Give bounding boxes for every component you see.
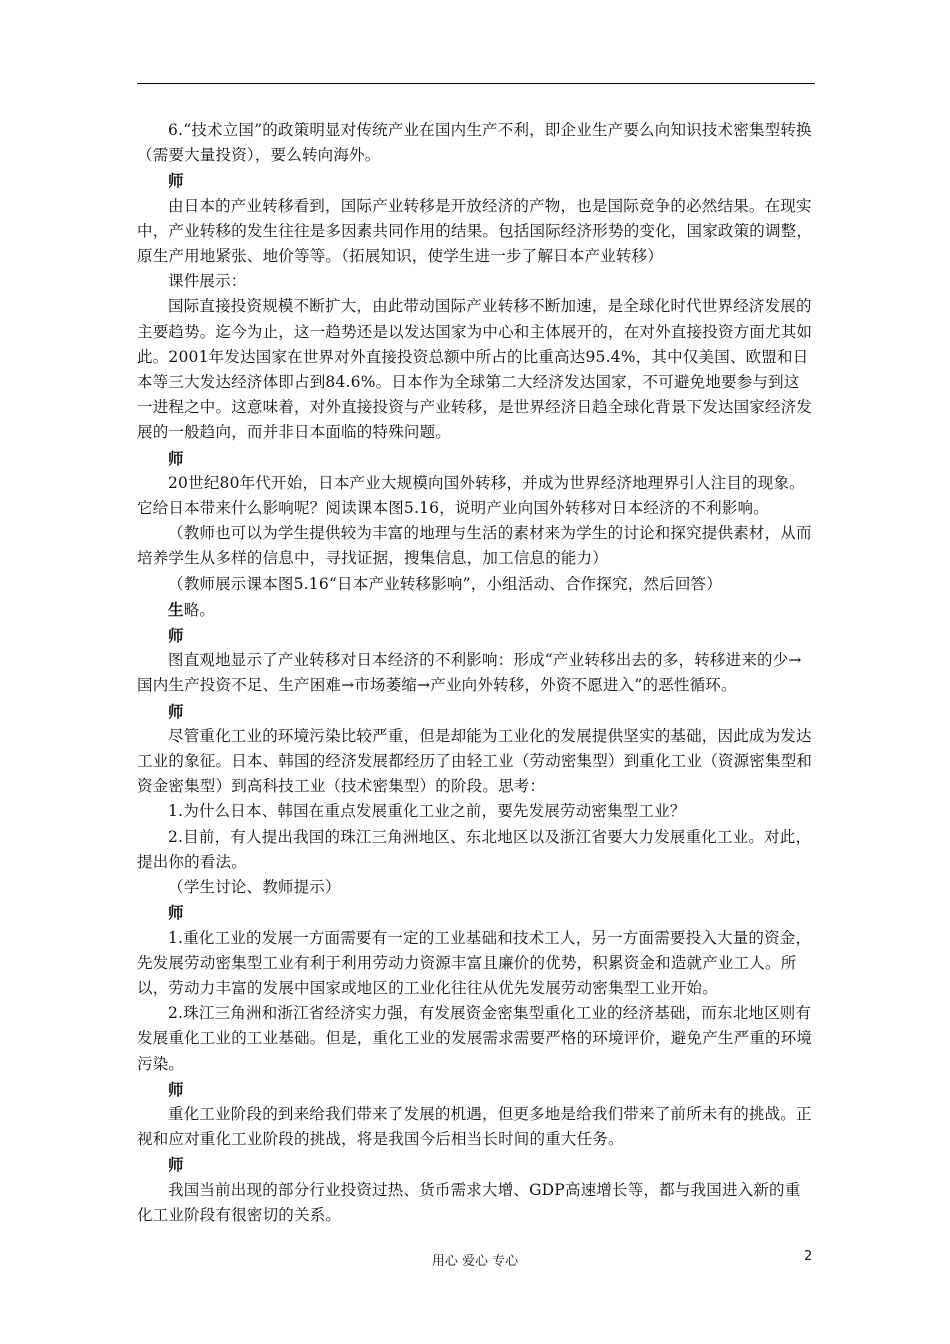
body-paragraph: 20世纪80年代开始，日本产业大规模向国外转移，并成为世界经济地理界引人注目的现象。它给日本带来什么影响呢？阅读课本图5.16，说明产业向国外转移对日本经济的不利影响。 [137,473,805,518]
body-paragraph: 课件展示： [168,272,247,291]
body-paragraph: 我国当前出现的部分行业投资过热、货币需求大增、GDP高速增长等，都与我国进入新的重化工业阶段有很密切的关系。 [137,1180,801,1224]
body-paragraph: 国际直接投资规模不断扩大，由此带动国际产业转移不断加速，是全球化时代世界经济发展的主要趋势。迄今为止，这一趋势还是以发达国家为中心和主体展开的，在对外直接投资方面尤其如此。2001年发达国家在世界对外直接投资总额中所占的比重高达95.4%，其中仅美国、欧盟和日本等三大发达经济体即占到84.6%。日本作为全球第二大经济发达国家，不可避免地要参与到这一进程之中。这意味着，对外直接投资与产业转移，是世界经济日趋全球化背景下发达国家经济发展的一般趋向，而并非日本面临的特殊问题。 [137,297,813,442]
body-paragraph: 由日本的产业转移看到，国际产业转移是开放经济的产物，也是国际竞争的必然结果。在现实中，产业转移的发生往往是多因素共同作用的结果。包括国际经济形势的变化，国家政策的调整，原生产用地紧张、地价等等。（拓展知识，使学生进一步了解日本产业转移） [137,196,813,266]
teaching-note: （教师也可以为学生提供较为丰富的地理与生活的素材来为学生的讨论和探究提供素材，从而培养学生从多样的信息中，寻找证据，搜集信息，加工信息的能力） [137,524,812,568]
speaker-label: 师 [168,1079,184,1099]
speaker-label: 师 [168,171,184,191]
body-paragraph: 6.“技术立国”的政策明显对传统产业在国内生产不利，即企业生产要么向知识技术密集型转换（需要大量投资），要么转向海外。 [137,121,812,165]
speaker-label: 师 [168,448,184,468]
body-paragraph: 2.珠江三角洲和浙江省经济实力强，有发展资金密集型重化工业的经济基础，而东北地区则有发展重化工业的工业基础。但是，重化工业的发展需求需要严格的环境评价，避免产生严重的环境污染。 [137,1004,813,1073]
body-paragraph: 尽管重化工业的环境污染比较严重，但是却能为工业化的发展提供坚实的基础，因此成为发达工业的象征。日本、韩国的经济发展都经历了由轻工业（劳动密集型）到重化工业（资源密集型和资金密集型）到高科技工业（技术密集型）的阶段。思考： [137,726,813,796]
teaching-note: （学生讨论、教师提示） [168,878,341,897]
student-response [137,597,815,623]
speaker-label: 师 [168,626,184,646]
speaker-label: 师 [168,701,184,721]
body-paragraph: 重化工业阶段的到来给我们带来了发展的机遇，但更多地是给我们带来了前所未有的挑战。正视和应对重化工业阶段的挑战，将是我国今后相当长时间的重大任务。 [137,1104,812,1149]
response-text: 略。 [183,600,216,619]
speaker-label: 生 [168,599,184,619]
page-number: 2 [804,1249,813,1264]
body-paragraph: 图直观地显示了产业转移对日本经济的不利影响：形成“产业转移出去的多，转移进来的少→国内生产投资不足、生产困难→市场萎缩→产业向外转移，外资不愿进入”的恶性循环。 [137,651,802,695]
body-paragraph: 1.重化工业的发展一方面需要有一定的工业基础和技术工人，另一方面需要投入大量的资金，先发展劳动密集型工业有利于利用劳动力资源丰富且廉价的优势，积累资金和造就产业工人。所以，劳动力丰富的发展中国家或地区的工业化往往从优先发展劳动密集型工业开始。 [137,928,812,997]
footer-motto: 用心 爱心 专心 [431,1254,519,1269]
speaker-label: 师 [168,903,184,923]
speaker-label: 师 [168,1155,184,1175]
document-body [137,118,815,1228]
body-paragraph: 1.为什么日本、韩国在重点发展重化工业之前，要先发展劳动密集型工业？ [168,802,686,821]
teaching-note: （教师展示课本图5.16“日本产业转移影响”，小组活动、合作探究，然后回答） [168,574,722,593]
body-paragraph: 2.目前，有人提出我国的珠江三角洲地区、东北地区以及浙江省要大力发展重化工业。对此，提出你的看法。 [137,827,812,871]
header-rule [137,83,815,84]
